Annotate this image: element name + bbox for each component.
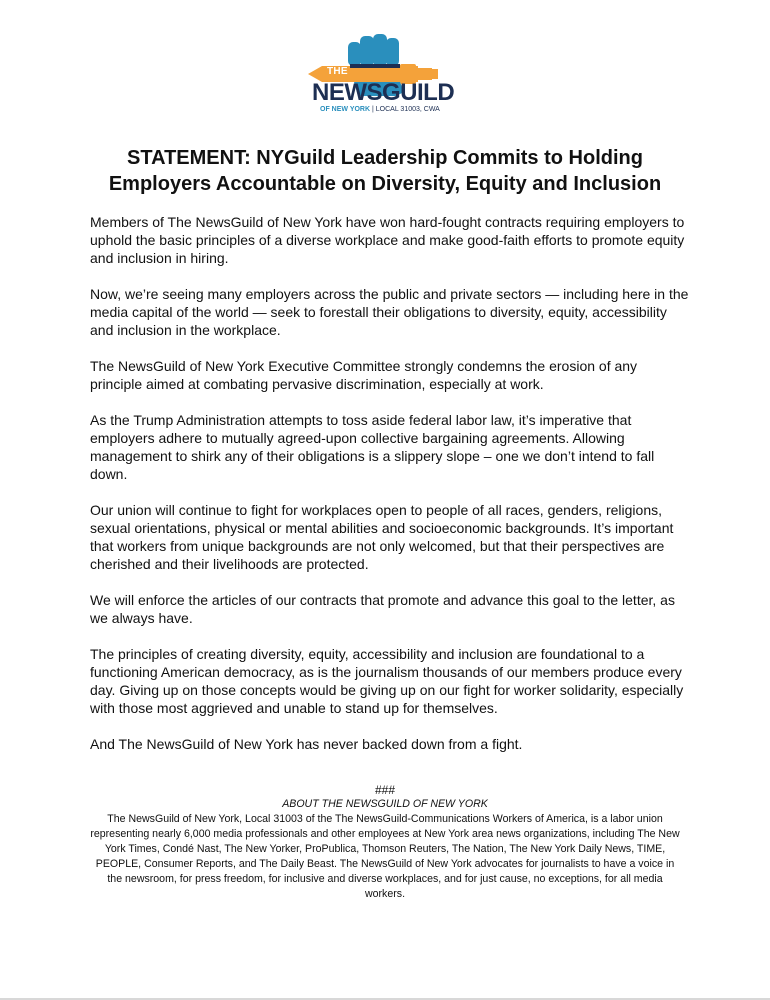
paragraph: The NewsGuild of New York Executive Committee strongly condemns the erosion of any principle aimed at combating pervasive discrimination, especially at work. (90, 358, 638, 392)
paragraph: We will enforce the articles of our contracts that promote and advance this goal to the letter, as we always have. (90, 592, 675, 626)
paragraph: The principles of creating diversity, equity, accessibility and inclusion are foundational to a functioning American democracy, as is the journalism thousands of our members produce every day. Giving up on those concepts would be giving up on our fight for worker solidarity, especially with those most aggrieved and unable to stand up for themselves. (90, 646, 684, 716)
about-section (90, 783, 680, 902)
paragraph: Our union will continue to fight for workplaces open to people of all races, genders, religions, sexual orientations, physical or mental abilities and socioeconomic backgrounds. It’s important that workers from unique backgrounds are not only welcomed, but that their perspectives are cherished and their livelihoods are protected. (90, 502, 674, 572)
paragraph: And The NewsGuild of New York has never backed down from a fight. (90, 736, 523, 752)
about-heading: ABOUT THE NEWSGUILD OF NEW YORK (282, 798, 488, 810)
title-line-1: STATEMENT: NYGuild Leadership Commits to Holding (127, 147, 643, 169)
paragraph: Members of The NewsGuild of New York have won hard-fought contracts requiring employers to uphold the basic principles of a diverse workplace and make good-faith efforts to promote equity and inclusion in hiring. (90, 214, 685, 266)
paragraph: Now, we’re seeing many employers across the public and private sectors — including here in the media capital of the world — seek to forestall their obligations to diversity, equity, accessibility and inclusion in the workplace. (90, 286, 689, 338)
logo-local: LOCAL 31003, CWA (375, 106, 440, 113)
end-marks: ### (374, 783, 396, 797)
logo-the-text: THE (327, 66, 348, 77)
title-line-2: Employers Accountable on Diversity, Equity and Inclusion (108, 173, 662, 195)
page-title (60, 145, 710, 197)
logo-city: OF NEW YORK (320, 106, 371, 113)
paragraph: As the Trump Administration attempts to toss aside federal labor law, it’s imperative that employers adhere to mutually agreed-upon collective bargaining agreements. Allowing management to shirk any of their obligations is a slippery slope – one we don’t intend to fall down. (90, 412, 655, 482)
logo-subtitle (320, 106, 440, 113)
about-text: The NewsGuild of New York, Local 31003 of the The NewsGuild-Communications Workers of America, is a labor union representing nearly 6,000 media professionals and other employees at New York area news organizations, including The New York Times, Condé Nast, The New Yorker, ProPublica, Thomson Reuters, The Nation, The New York Daily News, TIME, PEOPLE, Consumer Reports, and The Daily Beast. The NewsGuild of New York advocates for journalists to have a voice in the newsroom, for press freedom, for inclusive and diverse workplaces, and for just cause, no exceptions, for all media workers. (90, 813, 680, 900)
logo-separator: | (372, 106, 374, 113)
newsguild-logo (300, 30, 470, 118)
statement-body (90, 213, 690, 771)
logo-wordmark: NEWSGUILD (312, 79, 455, 106)
